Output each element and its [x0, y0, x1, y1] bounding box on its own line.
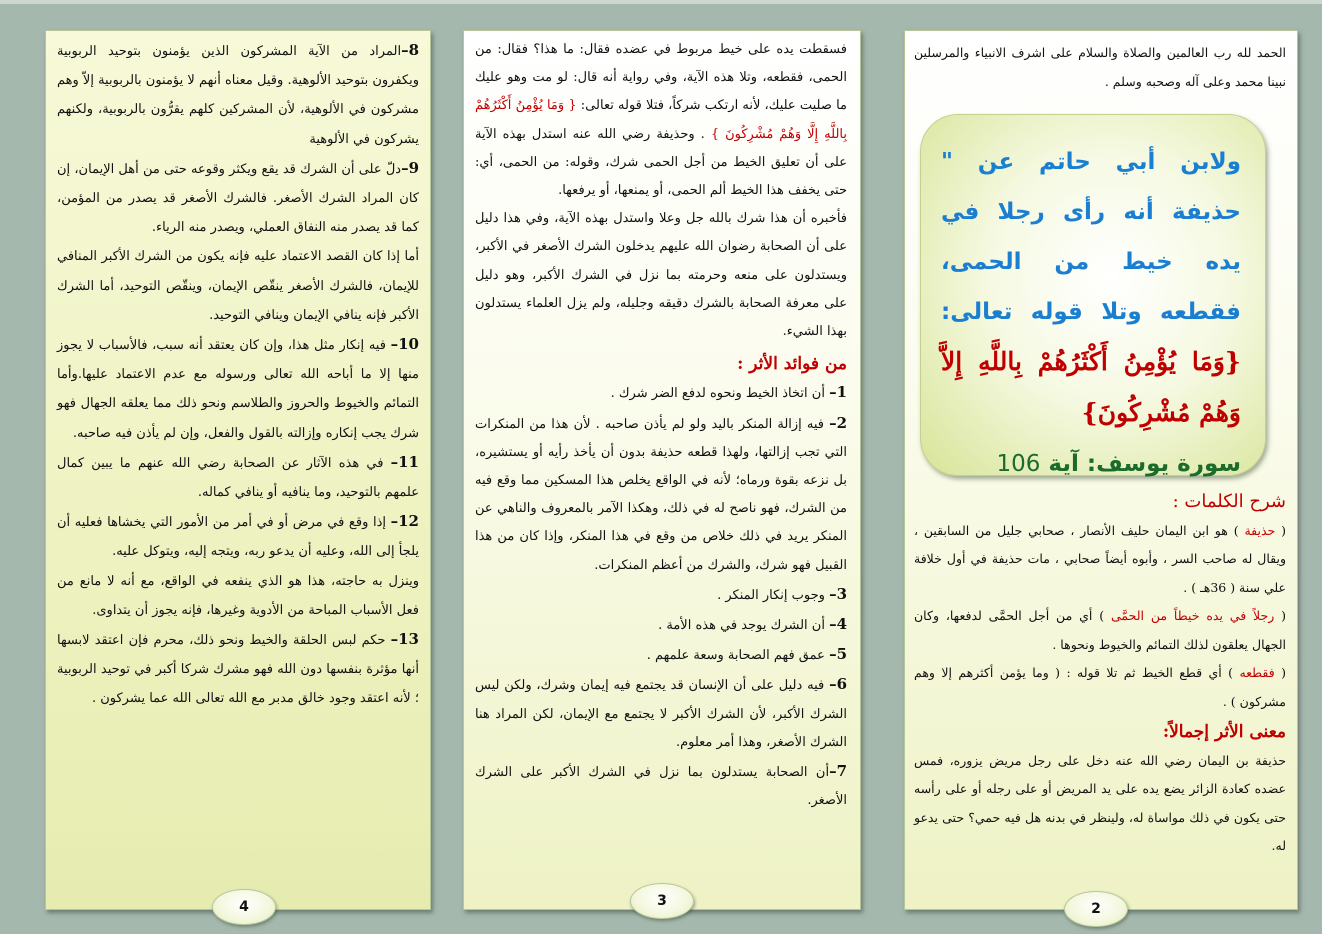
benefit-item: 5– عمق فهم الصحابة وسعة علمهم .	[646, 645, 847, 664]
page-3-paragraph: فأخبره أن هذا شرك بالله جل وعلا واستدل بهذه الآية، وفي هذا دليل على أن الصحابة رضوان الله عليهم يدخلون الشرك الأصغر في الأكبر، ويستدلون على منعه وحرمته بما نزل في الشرك الأكبر، وهو دليل على معرفة الصحابة بالشرك دقيقه وجليله، ولم يزل العلماء يستدلون بهذا الشيء.	[475, 211, 847, 340]
page-number-4: 4	[212, 889, 276, 925]
callout-text: ولابن أبي حاتم عن " حذيفة أنه رأى رجلا في يده خيط من الحمى، فقطعه وتلا قوله تعالى: {وَمَا يُؤْمِنُ أَكْثَرُهُمْ بِاللَّهِ إِلاَّ وَهُمْ مُشْرِكُونَ} سورة يوسف: آية 106	[941, 149, 1241, 477]
glossary-entry: ( فقطعه ) أي قطع الخيط ثم تلا قوله : ( وما يؤمن أكثرهم إلا وهم مشركون ) .	[914, 665, 1286, 709]
page-4-paragraph: وينزل به حاجته، هذا هو الذي ينفعه في الواقع، مع أنه لا مانع من فعل الأسباب المباحة من الأدوية وغيرها، فإنه يجوز أن يتداوى.	[57, 573, 419, 618]
quran-verse: { وَمَا يُؤْمِنُ أَكْثَرُهُمْ بِاللَّهِ إِلَّا وَهُمْ مُشْرِكُونَ }	[475, 98, 847, 142]
benefit-item: 1– أن اتخاذ الخيط ونحوه لدفع الضر شرك .	[610, 383, 847, 402]
hadith-callout	[920, 114, 1266, 476]
page-3-text	[475, 36, 847, 815]
ayah-number: 106	[996, 451, 1041, 477]
page-4-item-11: 11– في هذه الآثار عن الصحابة رضي الله عنهم ما يبين كمال علمهم بالتوحيد، وما ينافيه أو ينافي كماله.	[57, 452, 419, 501]
page-4-paragraph: أما إذا كان القصد الاعتماد عليه فإنه يكون من الشرك الأكبر المنافي للإيمان، فالشرك الأصغر ينقّص الإيمان، وينقّص التوحيد، أما الشرك الأكبر فإنه ينافي الإيمان وينافي التوحيد.	[57, 249, 419, 323]
page-4-item-10: 10– فيه إنكار مثل هذا، وإن كان يعتقد أنه سبب، فالأسباب لا يجوز منها إلا ما أباحه الله تعالى ورسوله مع عدم الاعتماد عليها.وأما التمائم والخيوط والحروز والطلاسم ونحو ذلك مما يعلقه الجهال فهو شرك يجب إنكاره وإزالته بالقول والفعل، وإن لم يأذن فيه صاحبه.	[57, 335, 419, 441]
benefit-item: 2– فيه إزالة المنكر باليد ولو لم يأذن صاحبه . لأن هذا من المنكرات التي تجب إزالتها، ولهذا قطعه حذيفة بدون أن يأخذ رأيه أو يستشيره، بل نزعه بقوة ورماه؛ لأنه في الواقع يخلص هذا المسكين مما وقع فيه من الشرك، فهو ناصح له في ذلك، وهكذا الآمر بالمعروف والناهي عن المنكر يريد في ذلك خلاص من وقع في هذا المنكر، وإذا كان من هذا القبيل فهو شرك، والشرك من أعظم المنكرات.	[475, 413, 847, 573]
benefit-item: 4– أن الشرك يوجد في هذه الأمة .	[658, 615, 847, 634]
benefit-item: 3– وجوب إنكار المنكر .	[717, 584, 847, 603]
summary-text: حذيفة بن اليمان رضي الله عنه دخل على رجل مريض يزوره، فمس عضده كعادة الزائر يضع يده على يد المريض أو على رجله أو على رأسه حتى يكون في ذلك مواساة له، ولينظر في بدنه هل فيه حمي؟ حتى يدعو له.	[914, 752, 1286, 853]
page-number-3: 3	[630, 883, 694, 919]
summary-heading: معنى الأثر إجمالاً:	[1162, 722, 1286, 742]
page-2-intro: الحمد لله رب العالمين والصلاة والسلام على اشرف الانبياء والمرسلين نبينا محمد وعلى آله وصحبه وسلم .	[914, 45, 1286, 89]
benefit-item: 7–أن الصحابة يستدلون بما نزل في الشرك الأكبر على الشرك الأصغر.	[475, 762, 847, 809]
top-border	[0, 0, 1322, 4]
page-2-text	[914, 488, 1286, 861]
callout-verse: {وَمَا يُؤْمِنُ أَكْثَرُهُمْ بِاللَّهِ إِلاَّ وَهُمْ مُشْرِكُونَ}	[941, 347, 1241, 427]
glossary-entry: ( رجلاً في يده خيطاً من الحمَّى ) أي من أجل الحمَّى لدفعها، وكان الجهال يعلقون لذلك التمائم والخيوط ونحوها .	[914, 608, 1287, 652]
sura-reference: سورة يوسف: آية	[1048, 451, 1241, 477]
page-4-item-9: 9–دلّ على أن الشرك قد يقع ويكثر وقوعه حتى من أهل الإيمان، إن كان المراد الشرك الأصغر. فالشرك الأصغر قد يصدر من المؤمن، كما قد يصدر منه النفاق العملي، ويصدر منه الرياء.	[57, 158, 419, 236]
benefit-item: 6– فيه دليل على أن الإنسان قد يجتمع فيه إيمان وشرك، ولكن ليس الشرك الأكبر، لأن الشرك الأكبر لا يجتمع مع الإيمان، لكن المراد هنا الشرك الأصغر، وهذا أمر معلوم.	[475, 675, 847, 750]
page-4-item-8: 8–المراد من الآية المشركون الذين يؤمنون بتوحيد الربوبية ويكفرون بتوحيد الألوهية. وقيل معناه أنهم لا يؤمنون بالربوبية إلاّ وهم مشركون في الألوهية، لأن المشركين كلهم يقرُّون بالربوبية، ولكنهم يشركون في الألوهية	[57, 41, 419, 147]
page-4-text	[57, 36, 419, 714]
glossary-entry: ( حذيفة ) هو ابن اليمان حليف الأنصار ، صحابي جليل من السابقين ، ويقال له صاحب السر ، وأبوه أيضاً صحابي ، مات حذيفة في أول خلافة علي سنة ( 36هـ ) .	[914, 522, 1286, 595]
page-4-item-13: 13– حكم لبس الحلقة والخيط ونحو ذلك، محرم فإن اعتقد لابسها أنها مؤثرة بنفسها دون الله فهو مشرك شركا أكبر في توحيد الربوبية ؛ لأنه اعتقد وجود خالق مدبر مع الله تعالى الله عما يشركون .	[57, 630, 419, 707]
glossary-heading: شرح الكلمات :	[1172, 491, 1286, 512]
page-3-paragraph: فسقطت يده على خيط مربوط في عضده فقال: ما هذا؟ فقال: من الحمى، فقطعه، وتلا هذه الآية، وفي رواية أنه قال: لو مت وهو عليك ما صليت عليك، لأنه ارتكب شركاً، فتلا قوله تعالى: { وَمَا يُؤْمِنُ أَكْثَرُهُمْ بِاللَّهِ إِلَّا وَهُمْ مُشْرِكُونَ } . وحذيفة رضي الله عنه استدل بهذه الآية على أن تعليق الخيط من أجل الحمى شرك، وقوله: من الحمى، أي: حتى يخفف هذا الخيط ألم الحمى، أو يمنعها، أو يرفعها.	[475, 42, 847, 199]
page-4-item-12: 12– إذا وقع في مرض أو في أمر من الأمور التي يخشاها فعليه أن يلجأ إلى الله، وعليه أن يدعو ربه، ويتجه إليه، ويتوكل عليه.	[57, 512, 419, 560]
page-number-2: 2	[1064, 891, 1128, 927]
benefits-heading: من فوائد الأثر :	[737, 354, 847, 375]
